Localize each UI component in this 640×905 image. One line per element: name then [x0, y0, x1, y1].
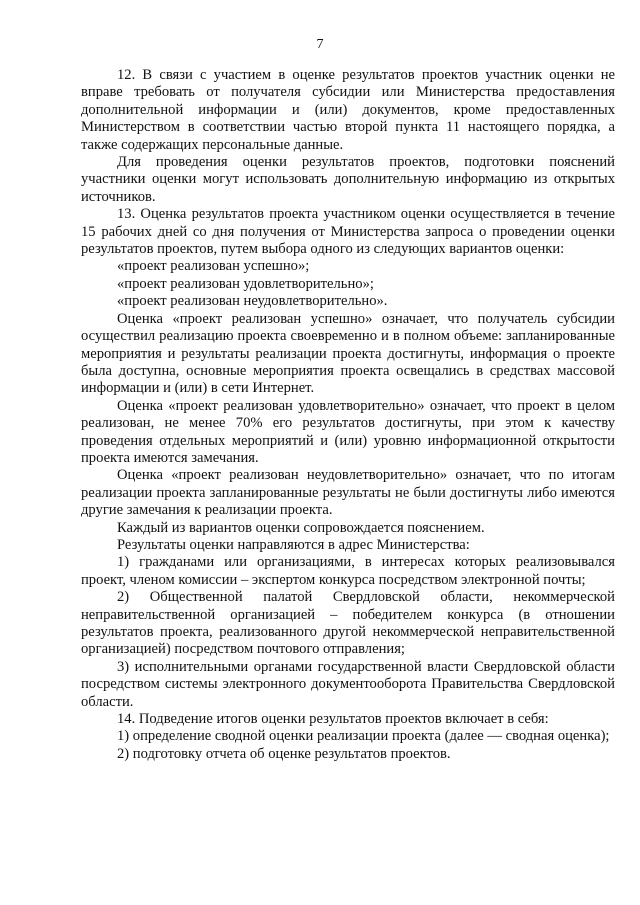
list-item-report: 2) подготовку отчета об оценке результатов проектов. — [117, 745, 451, 762]
paragraph-success-definition: Оценка «проект реализован успешно» означает, что получатель субсидии осуществил реализацию проекта своевременно и в полном объеме: запланированные мероприятия и результаты реализации проекта достигнуты, информация о проекте была доступна, основные мероприятия проекта освещались в средствах массовой информации и (или) в сети Интернет. — [81, 310, 615, 397]
paragraph-unsatisfactory-definition: Оценка «проект реализован неудовлетворительно» означает, что по итогам реализации проекта запланированные результаты не были достигнуты либо имеются другие замечания к реализации проекта. — [81, 467, 615, 519]
paragraph-satisfactory-definition: Оценка «проект реализован удовлетворительно» означает, что проект в целом реализован, не менее 70% его результатов достигнуты, при этом к качеству проведения отдельных мероприятий и (или) уровню информационной открытости проекта имеются замечания. — [81, 397, 615, 466]
paragraph-explanation: Каждый из вариантов оценки сопровождается пояснением. — [117, 519, 485, 536]
paragraph-13: 13. Оценка результатов проекта участником оценки осуществляется в течение 15 рабочих дней со дня получения от Министерства запроса о проведении оценки результатов проектов, путем выбора одного из следующих вариантов оценки: — [81, 206, 615, 258]
paragraph-additional-info: Для проведения оценки результатов проектов, подготовки пояснений участники оценки могут использовать дополнительную информацию из открытых источников. — [81, 154, 615, 205]
page-number: 7 — [316, 37, 324, 52]
paragraph-results-sent: Результаты оценки направляются в адрес Министерства: — [117, 536, 470, 553]
option-satisfactory: «проект реализован удовлетворительно»; — [117, 275, 374, 292]
paragraph-12: 12. В связи с участием в оценке результатов проектов участник оценки не вправе требовать от получателя субсидии или Министерства предоставления дополнительной информации и (или) документов, кроме предоставленных Министерством в соответствии частью второй пункта 11 настоящего порядка, а также содержащих персональные данные. — [81, 67, 615, 153]
list-item-summary-score: 1) определение сводной оценки реализации проекта (далее — сводная оценка); — [117, 728, 610, 745]
option-unsatisfactory: «проект реализован неудовлетворительно». — [117, 293, 388, 310]
paragraph-14: 14. Подведение итогов оценки результатов проектов включает в себя: — [117, 711, 549, 728]
option-success: «проект реализован успешно»; — [117, 258, 310, 275]
list-item-public-chamber: 2) Общественной палатой Свердловской области, некоммерческой неправительственной организацией – победителем конкурса (в отношении результатов проекта, реализованного другой некоммерческой неправительственной организацией) посредством почтового отправления; — [81, 589, 615, 658]
document-body — [81, 67, 615, 763]
list-item-citizens: 1) гражданами или организациями, в интересах которых реализовывался проект, членом комиссии – экспертом конкурса посредством электронной почты; — [81, 554, 615, 588]
list-item-executive-bodies: 3) исполнительными органами государственной власти Свердловской области посредством системы электронного документооборота Правительства Свердловской области. — [81, 658, 615, 710]
